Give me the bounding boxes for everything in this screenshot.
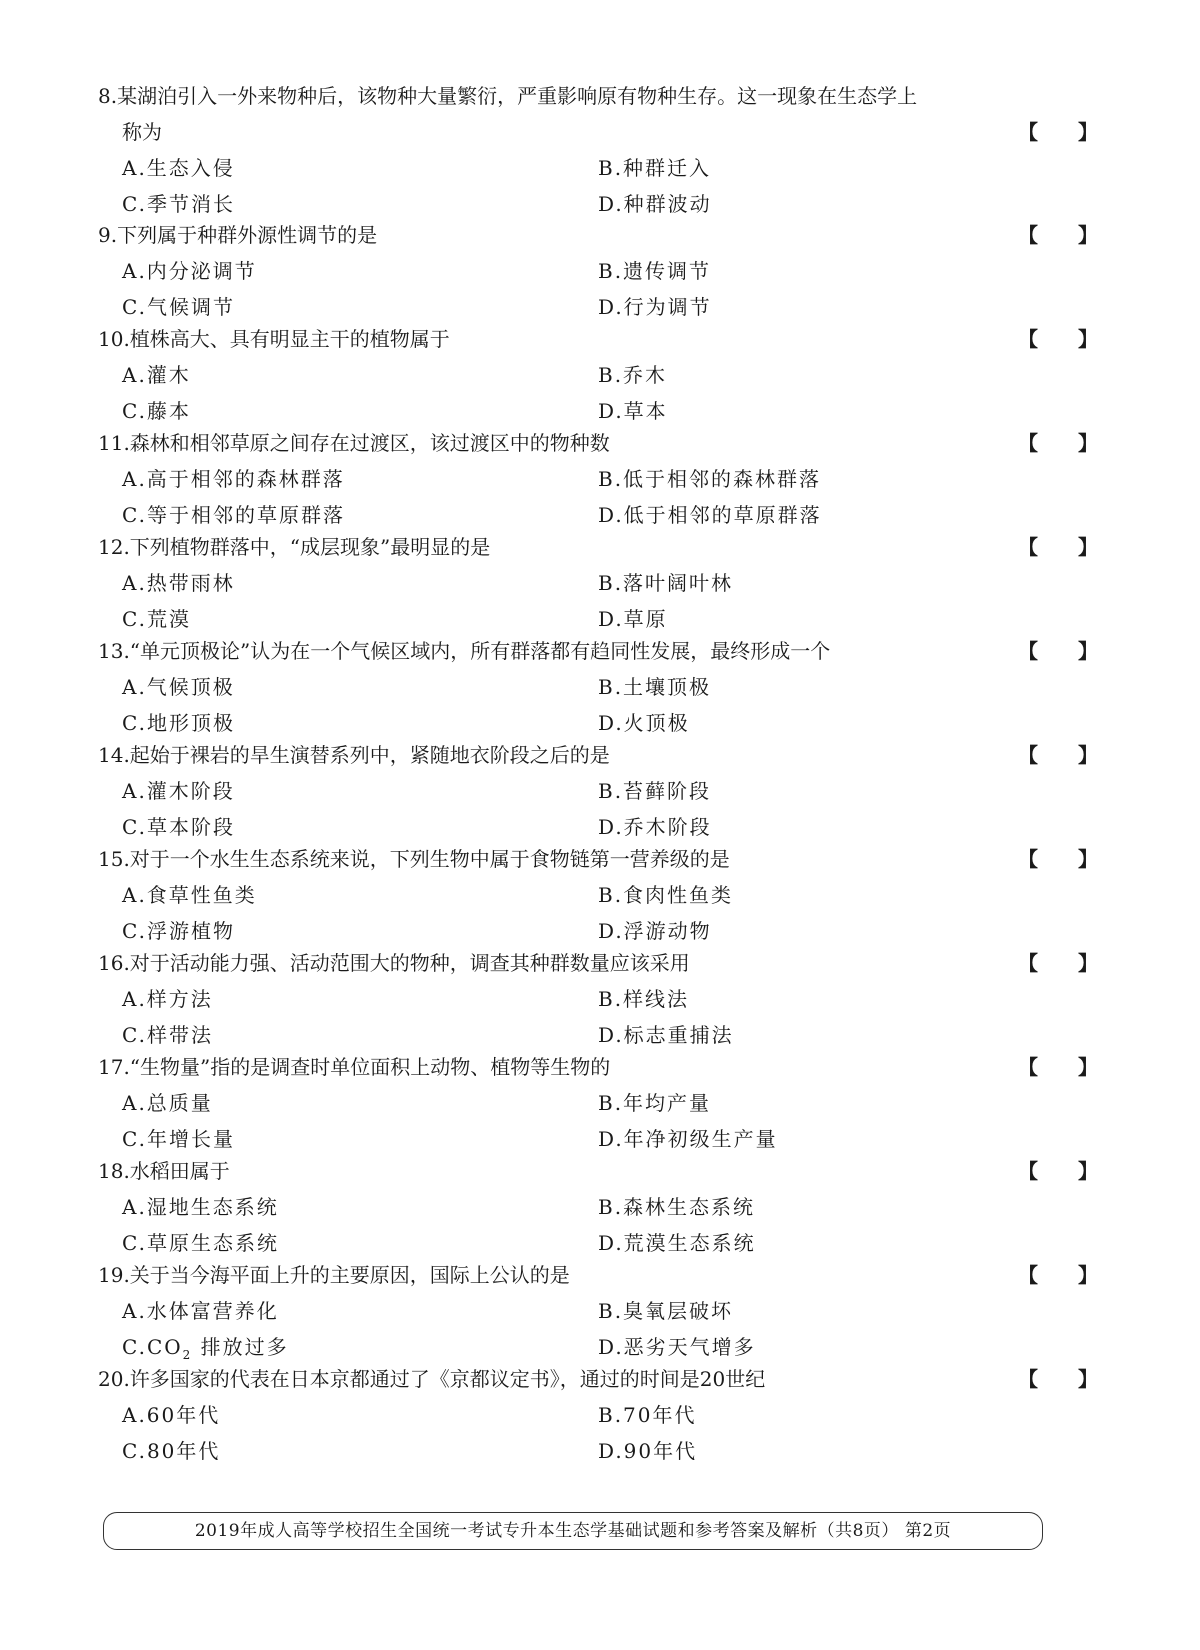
option-d: D.年净初级生产量 — [598, 1127, 778, 1151]
option-b: B.土壤顶极 — [598, 675, 712, 699]
question-stem: 9.下列属于种群外源性调节的是 — [98, 223, 378, 247]
answer-bracket: 【 】 — [1018, 327, 1098, 351]
question-12 — [98, 529, 1098, 637]
option-d: D.低于相邻的草原群落 — [598, 503, 822, 527]
options — [98, 877, 1098, 949]
option-a: A.热带雨林 — [122, 571, 235, 595]
option-a: A.60年代 — [122, 1403, 221, 1427]
subscript: 2 — [182, 1348, 193, 1362]
question-stem: 18.水稻田属于 — [98, 1159, 230, 1183]
answer-bracket: 【 】 — [1018, 1055, 1098, 1079]
question-14 — [98, 737, 1098, 845]
option-a: A.水体富营养化 — [122, 1299, 279, 1323]
option-b: B.森林生态系统 — [598, 1195, 756, 1219]
question-stem: 14.起始于裸岩的旱生演替系列中，紧随地衣阶段之后的是 — [98, 743, 610, 767]
question-20 — [98, 1361, 1098, 1469]
question-17 — [98, 1049, 1098, 1157]
option-b: B.苔藓阶段 — [598, 779, 712, 803]
option-c: C.草本阶段 — [122, 815, 235, 839]
option-d: D.恶劣天气增多 — [598, 1335, 756, 1359]
option-a: A.气候顶极 — [122, 675, 235, 699]
question-stem: 12.下列植物群落中，“成层现象”最明显的是 — [98, 535, 491, 559]
option-a: A.总质量 — [122, 1091, 213, 1115]
question-19 — [98, 1257, 1098, 1365]
question-stem: 8.某湖泊引入一外来物种后，该物种大量繁衍，严重影响原有物种生存。这一现象在生态学上 — [98, 84, 918, 108]
question-8 — [98, 78, 1098, 222]
answer-bracket: 【 】 — [1018, 1263, 1098, 1287]
option-b: B.年均产量 — [598, 1091, 712, 1115]
options — [98, 357, 1098, 429]
option-c: C.季节消长 — [122, 192, 235, 216]
option-d: D.乔木阶段 — [598, 815, 712, 839]
option-c: C.藤本 — [122, 399, 191, 423]
option-a: A.灌木阶段 — [122, 779, 235, 803]
option-b: B.样线法 — [598, 987, 690, 1011]
option-d: D.种群波动 — [598, 192, 712, 216]
options — [98, 1085, 1098, 1157]
option-a: A.生态入侵 — [122, 156, 235, 180]
option-d: D.草本 — [598, 399, 668, 423]
option-b: B.低于相邻的森林群落 — [598, 467, 822, 491]
answer-bracket: 【 】 — [1018, 951, 1098, 975]
question-18 — [98, 1153, 1098, 1261]
question-stem: 19.关于当今海平面上升的主要原因，国际上公认的是 — [98, 1263, 570, 1287]
answer-bracket: 【 】 — [1018, 431, 1098, 455]
option-d: D.浮游动物 — [598, 919, 712, 943]
option-a: A.高于相邻的森林群落 — [122, 467, 345, 491]
option-c-suffix: 排放过多 — [192, 1335, 289, 1359]
option-b: B.落叶阔叶林 — [598, 571, 734, 595]
question-16 — [98, 945, 1098, 1053]
options — [98, 565, 1098, 637]
question-13 — [98, 633, 1098, 741]
option-a: A.样方法 — [122, 987, 213, 1011]
option-d: D.草原 — [598, 607, 668, 631]
option-b: B.食肉性鱼类 — [598, 883, 734, 907]
option-a: A.内分泌调节 — [122, 259, 257, 283]
question-stem: 13.“单元顶极论”认为在一个气候区域内，所有群落都有趋同性发展，最终形成一个 — [98, 639, 831, 663]
option-a: A.食草性鱼类 — [122, 883, 257, 907]
option-b: B.遗传调节 — [598, 259, 712, 283]
options — [98, 773, 1098, 845]
option-d: D.90年代 — [598, 1439, 698, 1463]
question-10 — [98, 321, 1098, 429]
option-c: C.样带法 — [122, 1023, 213, 1047]
option-c: C.等于相邻的草原群落 — [122, 503, 345, 527]
question-stem: 17.“生物量”指的是调查时单位面积上动物、植物等生物的 — [98, 1055, 611, 1079]
question-stem: 20.许多国家的代表在日本京都通过了《京都议定书》，通过的时间是20世纪 — [98, 1367, 766, 1391]
question-stem-continued: 称为 — [122, 120, 162, 144]
answer-bracket: 【 】 — [1018, 535, 1098, 559]
answer-bracket: 【 】 — [1018, 639, 1098, 663]
answer-bracket: 【 】 — [1018, 1159, 1098, 1183]
option-b: B.70年代 — [598, 1403, 697, 1427]
option-d: D.标志重捕法 — [598, 1023, 734, 1047]
answer-bracket: 【 】 — [1018, 1367, 1098, 1391]
options — [98, 1397, 1098, 1469]
question-stem: 11.森林和相邻草原之间存在过渡区，该过渡区中的物种数 — [98, 431, 610, 455]
option-c: C.气候调节 — [122, 295, 235, 319]
question-9 — [98, 217, 1098, 325]
options — [98, 1293, 1098, 1365]
option-d: D.荒漠生态系统 — [598, 1231, 756, 1255]
answer-bracket: 【 】 — [1018, 743, 1098, 767]
options — [98, 669, 1098, 741]
options — [98, 461, 1098, 533]
options — [98, 981, 1098, 1053]
option-b: B.乔木 — [598, 363, 668, 387]
options — [98, 253, 1098, 325]
option-c: C.浮游植物 — [122, 919, 235, 943]
option-c: C.年增长量 — [122, 1127, 235, 1151]
question-stem: 16.对于活动能力强、活动范围大的物种，调查其种群数量应该采用 — [98, 951, 690, 975]
option-c: C.荒漠 — [122, 607, 191, 631]
option-a: A.灌木 — [122, 363, 191, 387]
question-11 — [98, 425, 1098, 533]
option-b: B.种群迁入 — [598, 156, 712, 180]
option-c: C.地形顶极 — [122, 711, 235, 735]
question-stem: 15.对于一个水生生态系统来说，下列生物中属于食物链第一营养级的是 — [98, 847, 730, 871]
question-stem: 10.植株高大、具有明显主干的植物属于 — [98, 327, 450, 351]
options — [98, 1189, 1098, 1261]
option-a: A.湿地生态系统 — [122, 1195, 279, 1219]
option-d: D.行为调节 — [598, 295, 712, 319]
option-c-prefix: C.CO — [122, 1335, 183, 1359]
answer-bracket: 【 】 — [1018, 120, 1098, 144]
options — [98, 150, 1098, 222]
option-b: B.臭氧层破坏 — [598, 1299, 734, 1323]
option-d: D.火顶极 — [598, 711, 690, 735]
answer-bracket: 【 】 — [1018, 223, 1098, 247]
question-15 — [98, 841, 1098, 949]
page-footer: 2019年成人高等学校招生全国统一考试专升本生态学基础试题和参考答案及解析（共8页） 第2页 — [103, 1512, 1043, 1550]
answer-bracket: 【 】 — [1018, 847, 1098, 871]
option-c: C.草原生态系统 — [122, 1231, 279, 1255]
option-c: C.80年代 — [122, 1439, 221, 1463]
